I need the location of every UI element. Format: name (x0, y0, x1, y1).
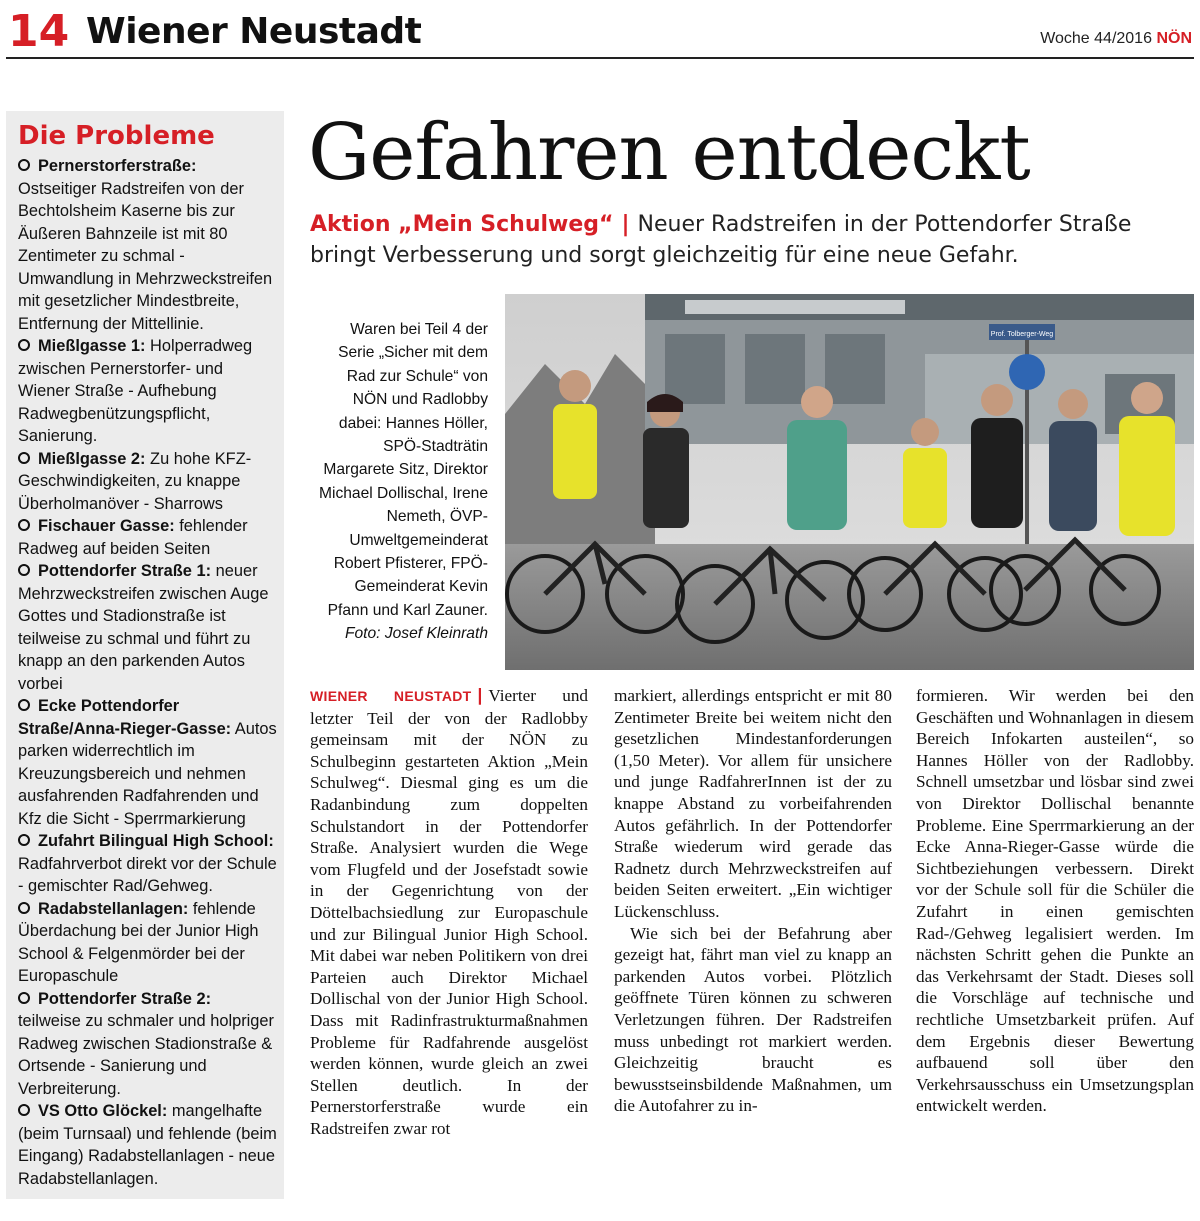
circle-bullet-icon (18, 339, 30, 351)
problem-name: Pottendorfer Straße 2: (38, 989, 212, 1008)
problem-name: Mießlgasse 1: (38, 337, 146, 355)
problem-text: teilweise zu schmaler und holpriger Radweg zwischen Stadionstraße & Ortsende - Sanierung und Verbreiterung. (18, 1012, 274, 1098)
problem-text: neuer Mehrzweckstreifen zwischen Auge Gottes und Stadionstraße ist teilweise zu schmal und führt zu knapp an den parkenden Autos vorbei (18, 562, 269, 693)
problem-item (18, 335, 278, 448)
problem-item (18, 898, 278, 988)
article-column-2 (614, 685, 892, 1117)
subheadline: Neuer Radstreifen in der Pottendorfer Straße bringt Verbesserung und sorgt gleichzeitig für eine neue Gefahr. (310, 212, 1132, 268)
issue-info (1040, 30, 1192, 48)
problem-item (18, 560, 278, 695)
problem-text: mangelhafte (beim Turnsaal) und fehlende (beim Eingang) Radabstellanlagen - neue Radabstellanlagen. (18, 1102, 277, 1188)
problem-text: Ostseitiger Radstreifen von der Bechtolsheim Kaserne bis zur Äußeren Bahnzeile ist mit 80 Zentimeter zu schmal - Umwandlung in Mehrzweckstreifen mit gesetzlicher Mindestbreite, Entfernung der Mittellinie. (18, 179, 273, 333)
street-sign-text: Prof. Tolberger-Weg (990, 331, 1054, 338)
article-column-1 (310, 685, 588, 1139)
circle-bullet-icon (18, 159, 30, 171)
article-column-3 (916, 685, 1194, 1117)
problem-item (18, 695, 278, 830)
photo-caption (310, 318, 488, 646)
dateline-separator: | (477, 685, 483, 705)
circle-bullet-icon (18, 452, 30, 464)
group-photo (505, 294, 1194, 670)
group-photo-illustration (505, 294, 1194, 670)
header-rule (6, 57, 1194, 59)
sidebar-title: Die Probleme (18, 121, 215, 151)
problem-text: Radfahrverbot direkt vor der Schule - gemischter Rad/Gehweg. (18, 854, 277, 895)
problem-name: Pernerstorferstraße: (38, 157, 197, 175)
circle-bullet-icon (18, 992, 30, 1004)
page-number: 14 (8, 6, 70, 57)
problem-name: Radabstellanlagen: (38, 899, 189, 918)
issue-text: Woche 44/2016 (1040, 30, 1152, 47)
dateline: WIENER NEUSTADT (310, 688, 472, 704)
photo-credit: Foto: Josef Kleinrath (344, 625, 488, 643)
problem-name: Ecke Pottendorfer Straße/Anna-Rieger-Gasse: (18, 697, 232, 738)
problem-name: Mießlgasse 2: (38, 449, 146, 468)
circle-bullet-icon (18, 902, 30, 914)
section-title: Wiener Neustadt (86, 11, 422, 52)
problem-item (18, 448, 278, 516)
subheadline-block (310, 209, 1194, 271)
problem-item (18, 155, 278, 335)
circle-bullet-icon (18, 564, 30, 576)
problem-name: VS Otto Glöckel: (38, 1102, 168, 1120)
problem-text: Autos parken widerrechtlich im Kreuzungsbereich und nehmen ausfahrenden Radfahrenden und Kfz die Sicht - Sperrmarkierung (18, 719, 277, 828)
problem-name: Pottendorfer Straße 1: (38, 562, 212, 580)
problems-sidebar (6, 111, 284, 1199)
article-text: Vierter und letzter Teil der von der Radlobby gemeinsam mit der NÖN zu Schulbeginn gestarteten Aktion „Mein Schulweg“. Diesmal ging es um die Radanbindung zum doppelten Schulstandort in der Pottendorfer Straße. Analysiert wurden die Wege vom Flugfeld und der Josefstadt sowie in der Gegenrichtung von der Döttelbachsiedlung zur Europaschule und zur Bilingual Junior High School. Mit dabei war neben Politikern von drei Parteien auch Direktor Michael Dollischal von der Junior High School. Dass mit Radinfrastrukturmaßnahmen Probleme für Radfahrende ausgelöst werden können, wurde gleich an zwei Stellen deutlich. In der Pernerstorferstraße wurde ein Radstreifen zwar rot (310, 686, 589, 1138)
headline: Gefahren entdeckt (308, 108, 1030, 198)
problem-text: fehlender Radweg auf beiden Seiten (18, 517, 248, 558)
problem-text: fehlende Überdachung bei der Junior High School & Felgenmörder bei der Europaschule (18, 899, 259, 985)
kicker: Aktion „Mein Schulweg“ (310, 212, 614, 237)
circle-bullet-icon (18, 519, 30, 531)
problem-name: Zufahrt Bilingual High School: (38, 832, 274, 850)
article-paragraph: Wie sich bei der Befahrung aber gezeigt hat, fährt man viel zu knapp an parkenden Autos vorbei. Plötzlich geöffnete Türen können zu schweren Verletzungen führen. Der Radstreifen muss unbedingt rot markiert werden. Gleichzeitig braucht es bewusstseinsbildende Maßnahmen, um die Autofahrer zu in- (614, 923, 892, 1116)
problem-item (18, 515, 278, 560)
problem-text: Zu hohe KFZ-Geschwindigkeiten, zu knappe Überholmanöver - Sharrows (18, 449, 252, 513)
problem-text: Holperradweg zwischen Pernerstorfer- und Wiener Straße - Aufhebung Radwegbenützungspflicht, Sanierung. (18, 337, 253, 445)
caption-text: Waren bei Teil 4 der Serie „Sicher mit dem Rad zur Schule“ von NÖN und Radlobby dabei: Hannes Höller, SPÖ-Stadträtin Margarete Sitz, Direktor Michael Dollischal, Irene Nemeth, ÖVP-Umweltgemeinderat Robert Pfisterer, FPÖ-Gemeinderat Kevin Pfann und Karl Zauner. (318, 321, 488, 619)
circle-bullet-icon (18, 834, 30, 846)
article-paragraph: formieren. Wir werden bei den Geschäften und Wohnanlagen in diesem Bereich Infokarten austeilen“, so Hannes Höller von der Radlobby. Schnell umsetzbar und lösbar sind zwei von Direktor Dollischal benannte Probleme. Eine Sperrmarkierung an der Ecke Anna-Rieger-Gasse würde die Sichtbeziehungen verbessern. Direkt vor der Schule soll für die Schüler die Zufahrt in einen gemischten Rad-/Gehweg legalisiert werden. Im nächsten Schritt gehen die Punkte an das Verkehrsamt der Stadt. Dieses soll die Vorschläge auf technische und rechtliche Umsetzbarkeit prüfen. Auf dem Ergebnis dieser Bewertung aufbauend soll über den Verkehrsausschuss ein Umsetzungsplan entwickelt werden. (916, 686, 1194, 1116)
brand-logo: NÖN (1156, 30, 1192, 47)
problem-item (18, 830, 278, 898)
problem-item (18, 988, 278, 1101)
article-paragraph: markiert, allerdings entspricht er mit 80 Zentimeter Breite bei weitem nicht den gesetzlichen Mindestanforderungen (1,50 Meter). Vor allem für unsichere und junge RadfahrerInnen ist der zu knappe Abstand zu vorbeifahrenden Autos gefährlich. In der Pottendorfer Straße wiederum wird gerade das Radnetz durch Mehrzweckstreifen auf beiden Seiten erweitert. „Ein wichtiger Lückenschluss. (614, 686, 892, 921)
kicker-separator: | (621, 212, 630, 237)
problem-name: Fischauer Gasse: (38, 517, 175, 535)
problem-item (18, 1100, 278, 1190)
circle-bullet-icon (18, 699, 30, 711)
circle-bullet-icon (18, 1104, 30, 1116)
